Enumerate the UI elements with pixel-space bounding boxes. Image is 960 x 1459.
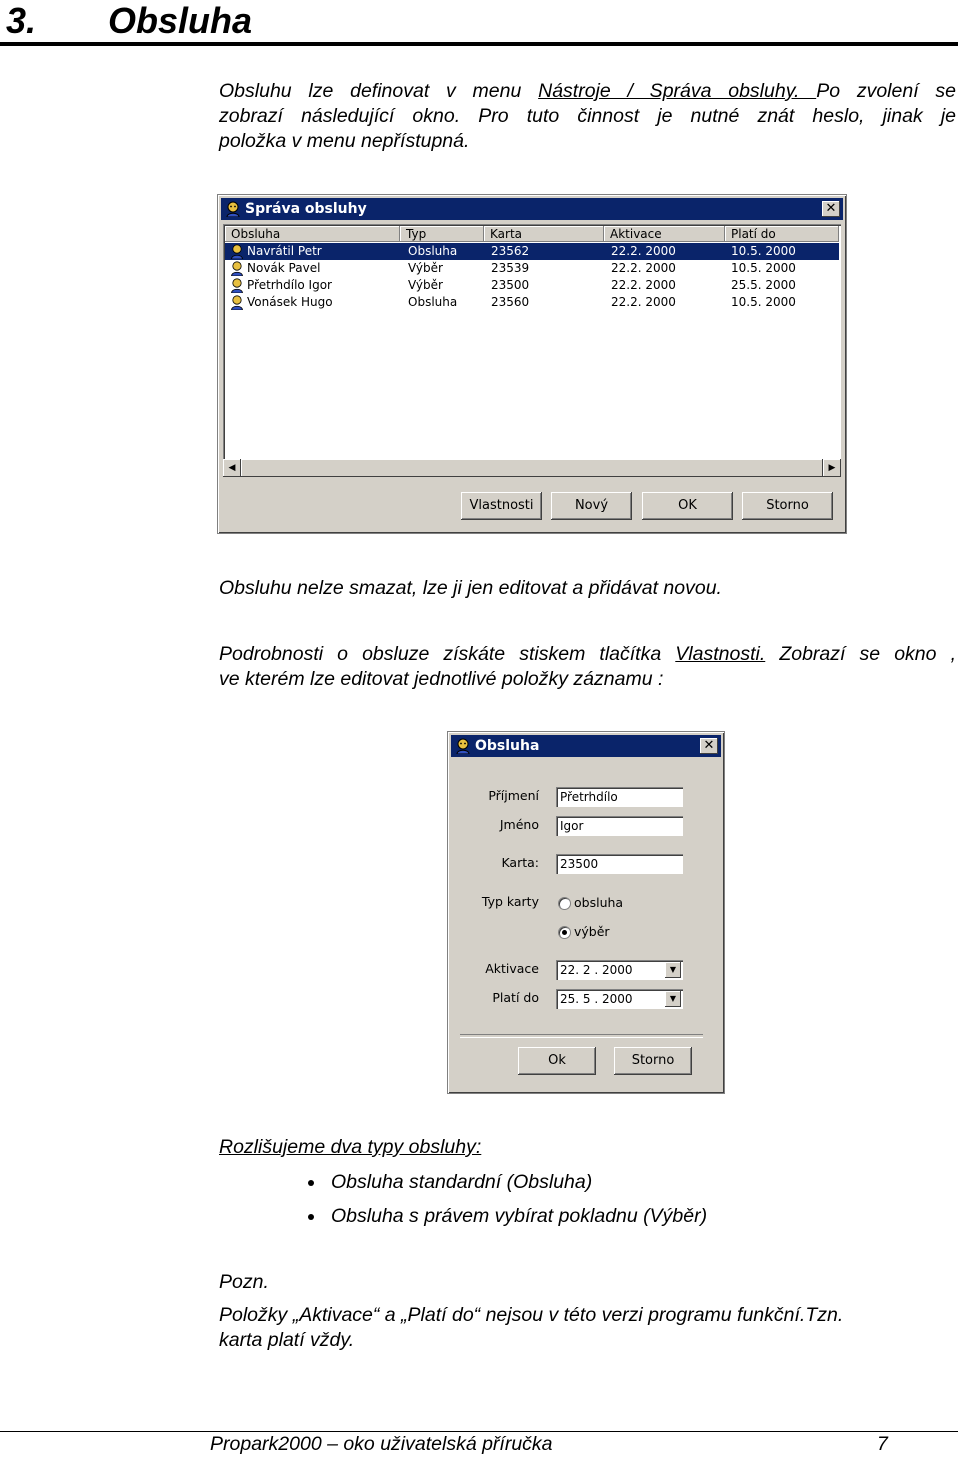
plati-do-value: 25. 5 . 2000 bbox=[560, 992, 633, 1006]
dialog-ok-button[interactable]: Ok bbox=[518, 1047, 596, 1075]
bullet-icon bbox=[308, 1180, 314, 1186]
scroll-left-button[interactable] bbox=[223, 459, 241, 477]
person-icon bbox=[455, 738, 471, 754]
cell-aktivace: 22.2. 2000 bbox=[611, 278, 676, 292]
dialog-separator bbox=[460, 1034, 703, 1038]
note-line-2: karta platí vždy. bbox=[219, 1329, 355, 1351]
sprava-title: Správa obsluhy bbox=[245, 201, 367, 217]
chevron-down-icon: ▼ bbox=[669, 994, 677, 1003]
cell-plati-do: 10.5. 2000 bbox=[731, 244, 796, 258]
column-typ[interactable]: Typ bbox=[400, 226, 484, 242]
cell-typ: Výběr bbox=[408, 278, 443, 292]
scroll-thumb[interactable] bbox=[241, 459, 823, 477]
types-heading: Rozlišujeme dva typy obsluhy: bbox=[219, 1136, 482, 1158]
intro-line-1: Obsluhu lze definovat v menu Nástroje / Správa obsluhy. Po zvolení se bbox=[219, 80, 956, 102]
cell-obsluha: Vonásek Hugo bbox=[247, 295, 333, 309]
cell-aktivace: 22.2. 2000 bbox=[611, 244, 676, 258]
close-icon: ✕ bbox=[825, 201, 837, 216]
bullet-icon bbox=[308, 1214, 314, 1220]
cell-obsluha: Navrátil Petr bbox=[247, 244, 322, 258]
horizontal-scrollbar[interactable] bbox=[223, 459, 841, 477]
radio-selected-dot bbox=[562, 930, 567, 935]
vlastnosti-reference: Vlastnosti. bbox=[675, 643, 766, 665]
radio-obsluha-label[interactable]: obsluha bbox=[574, 895, 624, 910]
cell-karta: 23562 bbox=[491, 244, 530, 258]
cell-plati-do: 10.5. 2000 bbox=[731, 261, 796, 275]
note-text bbox=[219, 1303, 956, 1353]
cell-aktivace: 22.2. 2000 bbox=[611, 261, 676, 275]
vlastnosti-button[interactable]: Vlastnosti bbox=[461, 492, 542, 520]
obsluha-list[interactable] bbox=[223, 224, 841, 473]
label-aktivace: Aktivace bbox=[485, 961, 539, 976]
heading-title: Obsluha bbox=[108, 0, 253, 41]
jmeno-field[interactable]: Igor bbox=[556, 816, 683, 836]
cell-karta: 23500 bbox=[491, 278, 530, 292]
list-header bbox=[225, 226, 839, 242]
details-line-1: Podrobnosti o obsluze získáte stiskem tlačítka Vlastnosti. Zobrazí se okno , bbox=[219, 643, 956, 665]
aktivace-value: 22. 2 . 2000 bbox=[560, 963, 633, 977]
karta-field[interactable]: 23500 bbox=[556, 854, 683, 874]
cell-obsluha: Novák Pavel bbox=[247, 261, 321, 275]
heading-number: 3. bbox=[6, 0, 37, 41]
details-line-2: ve kterém lze editovat jednotlivé položky záznamu : bbox=[219, 668, 664, 690]
person-icon bbox=[230, 244, 244, 259]
aktivace-date-picker[interactable] bbox=[556, 960, 683, 980]
cell-karta: 23560 bbox=[491, 295, 530, 309]
label-jmeno: Jméno bbox=[499, 817, 539, 832]
footer-text: Propark2000 – oko uživatelská příručka bbox=[210, 1433, 553, 1455]
table-row[interactable] bbox=[225, 277, 839, 294]
arrow-right-icon: ▶ bbox=[828, 463, 836, 473]
cell-obsluha: Přetrhdílo Igor bbox=[247, 278, 332, 292]
radio-vyber-label[interactable]: výběr bbox=[574, 924, 610, 939]
storno-button[interactable]: Storno bbox=[742, 492, 833, 520]
sprava-obsluhy-window bbox=[217, 194, 847, 534]
table-row[interactable] bbox=[225, 294, 839, 311]
cell-karta: 23539 bbox=[491, 261, 530, 275]
chevron-down-icon: ▼ bbox=[669, 965, 677, 974]
obsluha-dialog bbox=[447, 731, 725, 1094]
sprava-titlebar bbox=[221, 198, 843, 220]
radio-vyber[interactable] bbox=[558, 926, 571, 939]
cell-plati-do: 10.5. 2000 bbox=[731, 295, 796, 309]
close-icon: ✕ bbox=[703, 738, 715, 753]
column-obsluha[interactable]: Obsluha bbox=[225, 226, 400, 242]
page-number: 7 bbox=[877, 1433, 888, 1455]
person-icon bbox=[230, 261, 244, 276]
obsluha-titlebar bbox=[451, 735, 721, 757]
intro-paragraph bbox=[219, 79, 956, 154]
column-aktivace[interactable]: Aktivace bbox=[604, 226, 725, 242]
obsluha-close-button[interactable] bbox=[700, 738, 718, 754]
novy-button[interactable]: Nový bbox=[551, 492, 632, 520]
cell-typ: Obsluha bbox=[408, 295, 458, 309]
label-plati-do: Platí do bbox=[492, 990, 539, 1005]
obsluha-title: Obsluha bbox=[475, 738, 540, 754]
aktivace-dropdown-button[interactable] bbox=[665, 962, 681, 978]
cell-aktivace: 22.2. 2000 bbox=[611, 295, 676, 309]
heading-rule bbox=[0, 42, 958, 46]
dialog-storno-button[interactable]: Storno bbox=[614, 1047, 692, 1075]
arrow-left-icon: ◀ bbox=[228, 463, 236, 473]
cell-typ: Výběr bbox=[408, 261, 443, 275]
plati-do-dropdown-button[interactable] bbox=[665, 991, 681, 1007]
label-typ-karty: Typ karty bbox=[481, 894, 539, 909]
column-karta[interactable]: Karta bbox=[484, 226, 604, 242]
delete-note: Obsluhu nelze smazat, lze ji jen editovat a přidávat novou. bbox=[219, 577, 722, 599]
label-prijmeni: Příjmení bbox=[488, 788, 539, 803]
column-plati-do[interactable]: Platí do bbox=[725, 226, 839, 242]
sprava-close-button[interactable] bbox=[822, 201, 840, 217]
table-row[interactable] bbox=[225, 243, 839, 260]
menu-path: Nástroje / Správa obsluhy. bbox=[538, 80, 817, 102]
label-karta: Karta: bbox=[501, 855, 539, 870]
scroll-right-button[interactable] bbox=[823, 459, 841, 477]
person-icon bbox=[225, 201, 241, 217]
radio-obsluha[interactable] bbox=[558, 897, 571, 910]
person-icon bbox=[230, 278, 244, 293]
intro-line-2: zobrazí následující okno. Pro tuto činnost je nutné znát heslo, jinak je bbox=[219, 105, 956, 127]
details-paragraph bbox=[219, 642, 956, 692]
prijmeni-field[interactable]: Přetrhdílo bbox=[556, 787, 683, 807]
cell-typ: Obsluha bbox=[408, 244, 458, 258]
intro-line-3: položka v menu nepřístupná. bbox=[219, 130, 470, 152]
person-icon bbox=[230, 295, 244, 310]
note-line-1: Položky „Aktivace“ a „Platí do“ nejsou v této verzi programu funkční.Tzn. bbox=[219, 1304, 844, 1326]
ok-button[interactable]: OK bbox=[642, 492, 733, 520]
plati-do-date-picker[interactable] bbox=[556, 989, 683, 1009]
cell-plati-do: 25.5. 2000 bbox=[731, 278, 796, 292]
table-row[interactable] bbox=[225, 260, 839, 277]
note-label: Pozn. bbox=[219, 1271, 269, 1293]
